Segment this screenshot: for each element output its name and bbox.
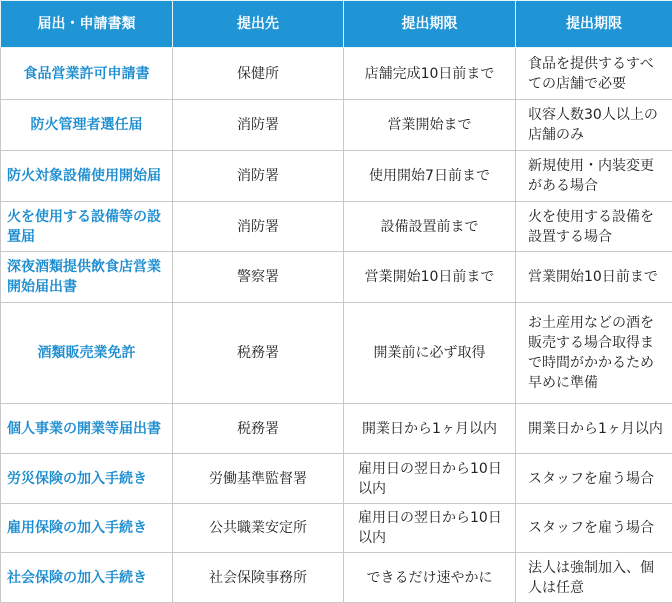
table-row (1, 303, 672, 404)
note: スタッフを雇う場合 (516, 504, 672, 553)
destination: 税務署 (173, 404, 344, 454)
destination: 警察署 (173, 252, 344, 303)
table-row (1, 100, 672, 151)
header-destination: 提出先 (173, 1, 344, 48)
document-name: 防火管理者選任届 (1, 100, 173, 151)
document-name: 社会保険の加入手続き (1, 553, 173, 603)
table-row (1, 404, 672, 454)
note: 収容人数30人以上の店舗のみ (516, 100, 672, 151)
table-row (1, 252, 672, 303)
document-name: 深夜酒類提供飲食店営業開始届出書 (1, 252, 173, 303)
note: 営業開始10日前まで (516, 252, 672, 303)
document-name: 個人事業の開業等届出書 (1, 404, 173, 454)
header-deadline: 提出期限 (344, 1, 516, 48)
table-row (1, 553, 672, 603)
destination: 公共職業安定所 (173, 504, 344, 553)
destination: 消防署 (173, 151, 344, 202)
table-row (1, 454, 672, 504)
note: お土産用などの酒を販売する場合取得まで時間がかかるため早めに準備 (516, 303, 672, 404)
destination: 消防署 (173, 202, 344, 252)
table-row (1, 202, 672, 252)
deadline: 雇用日の翌日から10日以内 (344, 454, 516, 504)
note: スタッフを雇う場合 (516, 454, 672, 504)
note: 開業日から1ヶ月以内 (516, 404, 672, 454)
note: 火を使用する設備を設置する場合 (516, 202, 672, 252)
note: 法人は強制加入、個人は任意 (516, 553, 672, 603)
destination: 労働基準監督署 (173, 454, 344, 504)
deadline: 設備設置前まで (344, 202, 516, 252)
document-name: 労災保険の加入手続き (1, 454, 173, 504)
destination: 税務署 (173, 303, 344, 404)
document-name: 火を使用する設備等の設置届 (1, 202, 173, 252)
note: 食品を提供するすべての店舗で必要 (516, 48, 672, 100)
table-row (1, 151, 672, 202)
header-document: 届出・申請書類 (1, 1, 173, 48)
deadline: 営業開始まで (344, 100, 516, 151)
document-name: 雇用保険の加入手続き (1, 504, 173, 553)
deadline: 雇用日の翌日から10日以内 (344, 504, 516, 553)
header-deadline-note: 提出期限 (516, 1, 672, 48)
document-name: 食品営業許可申請書 (1, 48, 173, 100)
table-row (1, 48, 672, 100)
destination: 消防署 (173, 100, 344, 151)
table-header-row (1, 1, 672, 48)
document-name: 酒類販売業免許 (1, 303, 173, 404)
deadline: できるだけ速やかに (344, 553, 516, 603)
note: 新規使用・内装変更がある場合 (516, 151, 672, 202)
deadline: 使用開始7日前まで (344, 151, 516, 202)
destination: 社会保険事務所 (173, 553, 344, 603)
deadline: 営業開始10日前まで (344, 252, 516, 303)
deadline: 店舗完成10日前まで (344, 48, 516, 100)
deadline: 開業前に必ず取得 (344, 303, 516, 404)
deadline: 開業日から1ヶ月以内 (344, 404, 516, 454)
document-name: 防火対象設備使用開始届 (1, 151, 173, 202)
table-row (1, 504, 672, 553)
destination: 保健所 (173, 48, 344, 100)
